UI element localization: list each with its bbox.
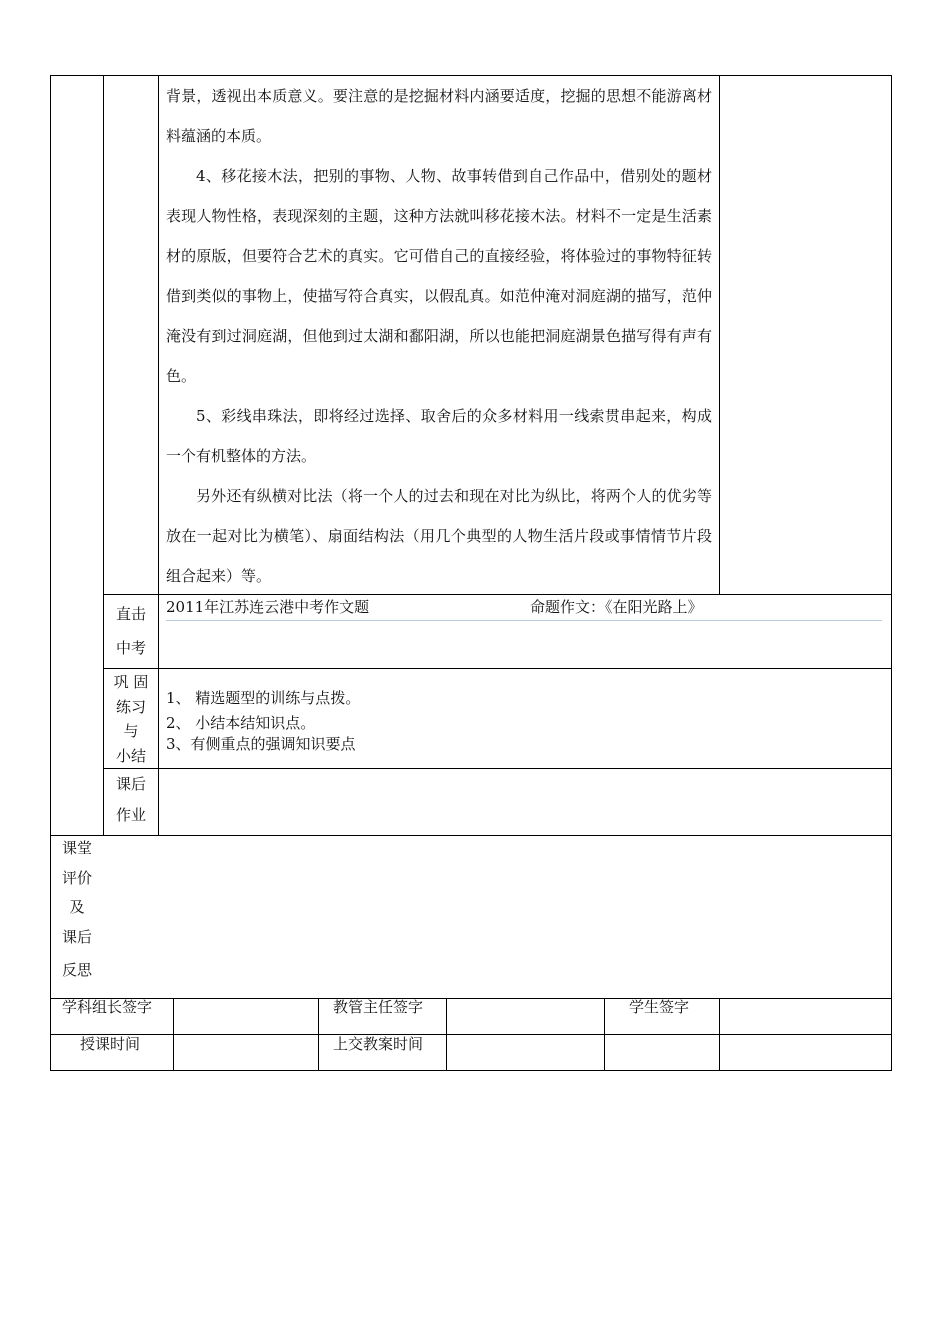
table-border <box>719 75 720 594</box>
content-paragraph: 4、移花接木法，把别的事物、人物、故事转借到自己作品中，借别处的题材表现人物性格，表现深刻的主题，这种方法就叫移花接木法。材料不一定是生活素材的原版，但要符合艺术的真实。它可借自己的直接经验，将体验过的事物特征转借到类似的事物上，使描写符合真实，以假乱真。如范仲淹对洞庭湖的描写，范仲淹没有到过洞庭湖，但他到过太湖和鄱阳湖，所以也能把洞庭湖景色描写得有声有色。 <box>166 167 712 385</box>
table-border <box>318 998 319 1070</box>
summary-item: 2、 小结本结知识点。 <box>166 714 316 732</box>
content-paragraph: 5、彩线串珠法，即将经过选择、取舍后的众多材料用一线索贯串起来，构成一个有机整体的方法。 <box>166 407 712 465</box>
teaching-content <box>166 76 712 596</box>
zhiji-label <box>104 597 158 665</box>
exam-title: 2011年江苏连云港中考作文题 <box>166 598 370 616</box>
reflection-label-line: 课堂 <box>61 839 92 857</box>
reflection-label-line: 课后 <box>61 927 92 946</box>
content-paragraph: 另外还有纵横对比法（将一个人的过去和现在对比为纵比，将两个人的优劣等放在一起对比为横笔）、扇面结构法（用几个典型的人物生活片段或事情情节片段组合起来）等。 <box>166 487 712 585</box>
submission-time-label: 上交教案时间 <box>333 1035 424 1053</box>
gonggu-label-line: 与 <box>123 722 139 740</box>
content-paragraph: 背景，透视出本质意义。要注意的是挖掘材料内涵要适度，挖掘的思想不能游离材料蕴涵的本质。 <box>166 87 712 145</box>
homework-label-line: 作业 <box>115 806 146 824</box>
gonggu-label-line: 巩 固 <box>113 673 149 691</box>
reflection-label-line: 反思 <box>61 961 92 979</box>
exam-topic: 命题作文：《在阳光路上》 <box>530 598 703 616</box>
table-border <box>604 998 605 1070</box>
reflection-label-line: 及 <box>69 898 85 916</box>
zhiji-label-line: 中考 <box>115 639 146 657</box>
table-border <box>103 668 892 669</box>
table-border <box>103 768 892 769</box>
gonggu-label-line: 练习 <box>115 697 146 716</box>
table-border <box>173 998 174 1070</box>
zhiji-label-line: 直击 <box>115 605 146 623</box>
reflection-label-line: 评价 <box>61 868 92 887</box>
table-border <box>50 1034 892 1035</box>
summary-item: 1、 精选题型的训练与点拨。 <box>166 689 361 707</box>
gonggu-label-line: 小结 <box>115 746 146 765</box>
table-border <box>719 998 720 1070</box>
subject-leader-signature-label: 学科组长签字 <box>62 998 153 1016</box>
teaching-time-label: 授课时间 <box>80 1035 141 1053</box>
director-signature-label: 教管主任签字 <box>333 998 424 1016</box>
summary-item: 3、有侧重点的强调知识要点 <box>166 735 356 753</box>
homework-label <box>104 769 158 831</box>
reflection-label <box>51 834 103 986</box>
table-border <box>50 998 892 999</box>
table-border <box>50 1070 892 1071</box>
gonggu-label <box>104 670 158 768</box>
underline-divider <box>166 620 882 621</box>
homework-label-line: 课后 <box>115 775 146 793</box>
table-border <box>50 835 892 836</box>
table-border <box>158 75 159 835</box>
table-border <box>446 998 447 1070</box>
table-border <box>891 75 892 1071</box>
student-signature-label: 学生签字 <box>629 998 690 1016</box>
